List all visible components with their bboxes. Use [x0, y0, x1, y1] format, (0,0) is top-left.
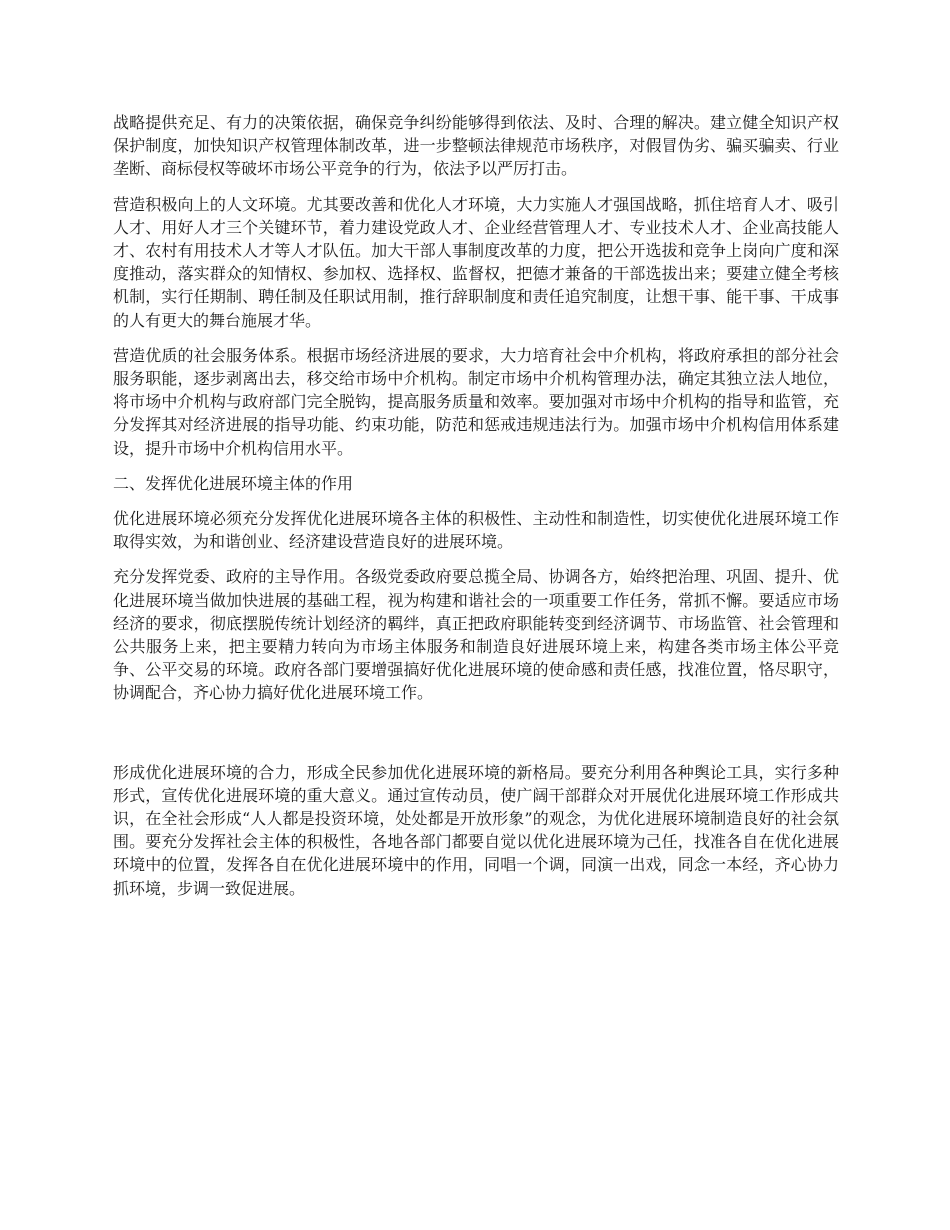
spacer [113, 717, 839, 761]
section-heading: 二、发挥优化进展环境主体的作用 [113, 473, 354, 493]
paragraph-joint-effort: 形成优化进展环境的合力，形成全民参加优化进展环境的新格局。要充分利用各种舆论工具，实行多种形式，宣传优化进展环境的重大意义。通过宣传动员，使广阔干部群众对开展优化进展环境工作形成共识，在全社会形成“人人都是投资环境，处处都是开放形象”的观念，为优化进展环境制造良好的社会氛围。要充分发挥社会主体的积极性，各地各部门都要自觉以优化进展环境为己任，找准各自在优化进展环境中的位置，发挥各自在优化进展环境中的作用，同唱一个调，同演一出戏，同念一本经，齐心协力抓环境，步调一致促进展。 [113, 762, 839, 898]
paragraph-intro-subjects: 优化进展环境必须充分发挥优化进展环境各主体的积极性、主动性和制造性，切实使优化进展环境工作取得实效，为和谐创业、经济建设营造良好的进展环境。 [113, 509, 839, 552]
paragraph-party-government-role: 充分发挥党委、政府的主导作用。各级党委政府要总揽全局、协调各方，始终把治理、巩固、提升、优化进展环境当做加快进展的基础工程，视为构建和谐社会的一项重要工作任务，常抓不懈。要适应市场经济的要求，彻底摆脱传统计划经济的羁绊，真正把政府职能转变到经济调节、市场监管、社会管理和公共服务上来，把主要精力转向为市场主体服务和制造良好进展环境上来，构建各类市场主体公平竞争、公平交易的环境。政府各部门要增强搞好优化进展环境的使命感和责任感，找准位置，恪尽职守，协调配合，齐心协力搞好优化进展环境工作。 [113, 567, 839, 703]
document-page [113, 111, 839, 912]
paragraph-talent-environment: 营造积极向上的人文环境。尤其要改善和优化人才环境，大力实施人才强国战略，抓住培育人才、吸引人才、用好人才三个关键环节，着力建设党政人才、企业经营管理人才、专业技术人才、企业高技能人才、农村有用技术人才等人才队伍。加大干部人事制度改革的力度，把公开选拔和竞争上岗向广度和深度推动，落实群众的知情权、参加权、选择权、监督权，把德才兼备的干部选拔出来；要建立健全考核机制，实行任期制、聘任制及任职试用制，推行辞职制度和责任追究制度，让想干事、能干事、干成事的人有更大的舞台施展才华。 [113, 194, 839, 330]
paragraph-legal-environment: 战略提供充足、有力的决策依据，确保竞争纠纷能够得到依法、及时、合理的解决。建立健全知识产权保护制度，加快知识产权管理体制改革，进一步整顿法律规范市场秩序，对假冒伪劣、骗买骗卖、行业垄断、商标侵权等破坏市场公平竞争的行为，依法予以严厉打击。 [113, 113, 839, 179]
paragraph-social-services: 营造优质的社会服务体系。根据市场经济进展的要求，大力培育社会中介机构，将政府承担的部分社会服务职能，逐步剥离出去，移交给市场中介机构。制定市场中介机构管理办法，确定其独立法人地位，将市场中介机构与政府部门完全脱钩，提高服务质量和效率。要加强对市场中介机构的指导和监管，充分发挥其对经济进展的指导功能、约束功能，防范和惩戒违规违法行为。加强市场中介机构信用体系建设，提升市场中介机构信用水平。 [113, 345, 839, 458]
